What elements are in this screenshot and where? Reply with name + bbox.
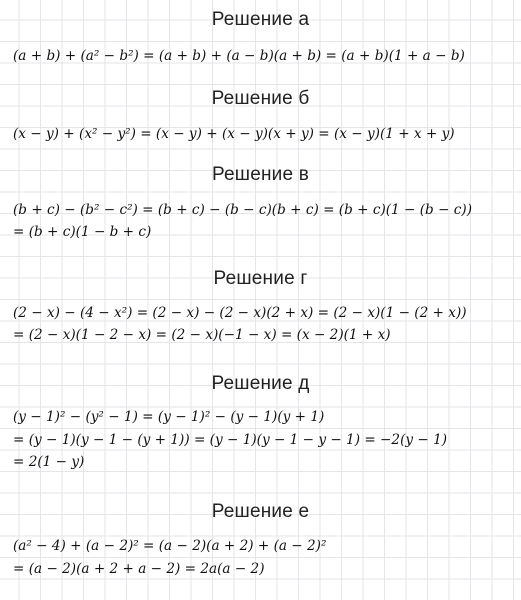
solution-d-line-3: = 2(1 − y): [13, 454, 85, 470]
solution-v-line-1: (b + c) − (b² − c²) = (b + c) − (b − c)(b + c) = (b + c)(1 − (b − c)): [13, 202, 472, 218]
solution-d-title: Решение д: [211, 373, 310, 394]
solution-v-title: Решение в: [211, 164, 310, 185]
solution-b-title: Решение б: [211, 88, 310, 109]
solution-g-line-2: = (2 − x)(1 − 2 − x) = (2 − x)(−1 − x) = (x − 2)(1 + x): [13, 327, 391, 343]
solution-v-line-2: = (b + c)(1 − b + c): [13, 224, 152, 240]
solution-b-line-1: (x − y) + (x² − y²) = (x − y) + (x − y)(x + y) = (x − y)(1 + x + y): [13, 126, 455, 142]
solution-e-title: Решение е: [211, 501, 310, 522]
solution-g-title: Решение г: [213, 268, 308, 289]
solution-d-line-2: = (y − 1)(y − 1 − (y + 1)) = (y − 1)(y − 1 − y − 1) = −2(y − 1): [13, 432, 448, 448]
solution-g-line-1: (2 − x) − (4 − x²) = (2 − x) − (2 − x)(2 + x) = (2 − x)(1 − (2 + x)): [13, 305, 467, 321]
solution-e-line-1: (a² − 4) + (a − 2)² = (a − 2)(a + 2) + (a − 2)²: [13, 538, 327, 554]
solution-a-title: Решение а: [211, 9, 310, 30]
solution-d-line-1: (y − 1)² − (y² − 1) = (y − 1)² − (y − 1)(y + 1): [13, 409, 325, 425]
solution-e-line-2: = (a − 2)(a + 2 + a − 2) = 2a(a − 2): [13, 561, 265, 577]
solution-a-line-1: (a + b) + (a² − b²) = (a + b) + (a − b)(a + b) = (a + b)(1 + a − b): [13, 48, 465, 64]
